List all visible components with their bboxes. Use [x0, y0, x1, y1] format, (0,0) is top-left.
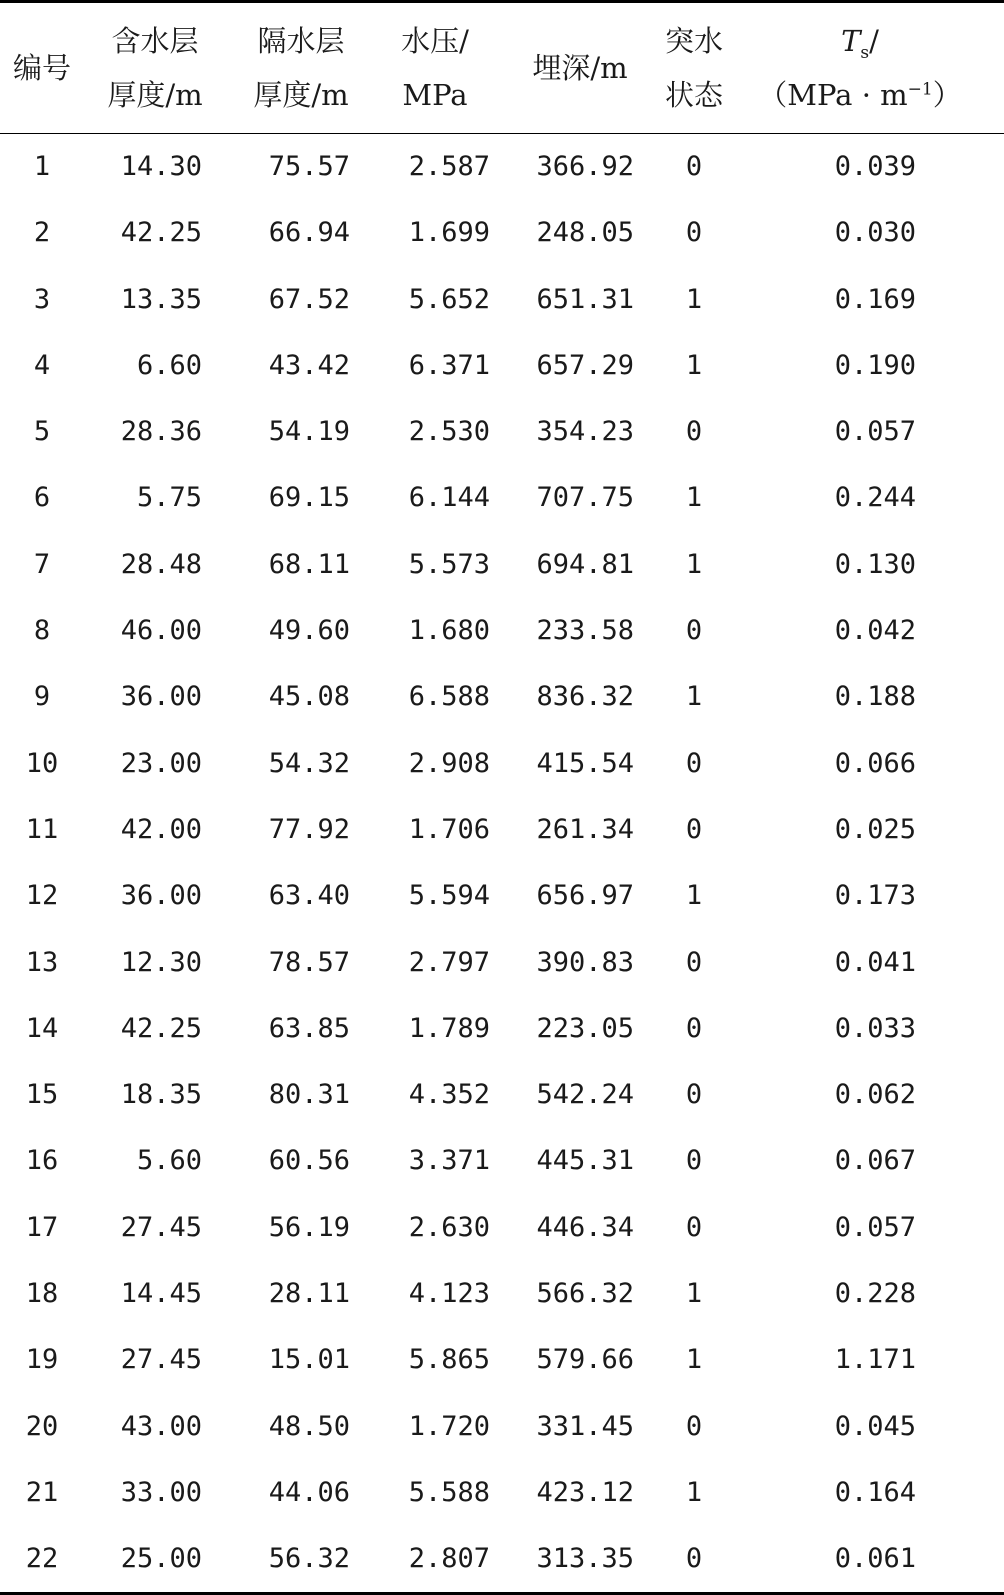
cell-aquiclude: 56.19 [268, 1211, 350, 1243]
cell-aquifer: 14.30 [120, 151, 202, 182]
cell-ts: 0.169 [834, 283, 916, 315]
cell-pressure: 6.588 [408, 681, 490, 713]
cell-pressure: 4.123 [408, 1278, 490, 1310]
cell-aquiclude: 49.60 [268, 615, 350, 647]
cell-depth: 390.83 [536, 946, 634, 978]
cell-aquifer: 42.25 [120, 1012, 202, 1044]
cell-pressure: 6.144 [408, 482, 490, 514]
table-row [0, 1327, 1004, 1393]
cell-pressure: 1.706 [408, 813, 490, 845]
cell-pressure: 2.807 [408, 1543, 490, 1575]
cell-aquiclude: 43.42 [268, 349, 350, 381]
table-row [0, 532, 1004, 598]
cell-ts: 0.057 [834, 416, 916, 448]
cell-aquiclude: 63.40 [268, 880, 350, 912]
cell-ts: 1.171 [834, 1344, 916, 1376]
cell-ts: 0.033 [834, 1012, 916, 1044]
header-aquifer-thickness [90, 3, 220, 133]
cell-pressure: 5.588 [408, 1476, 490, 1508]
cell-ts: 0.062 [834, 1079, 916, 1111]
cell-ts: 0.228 [834, 1278, 916, 1310]
cell-depth: 423.12 [536, 1476, 634, 1508]
table-row [0, 1195, 1004, 1261]
cell-aquiclude: 77.92 [268, 813, 350, 845]
cell-aquiclude: 80.31 [268, 1079, 350, 1111]
table-body [0, 134, 1004, 1593]
header-ts-symbol: T [841, 24, 861, 58]
cell-pressure: 1.789 [408, 1012, 490, 1044]
cell-depth: 542.24 [536, 1079, 634, 1111]
cell-aquifer: 28.48 [120, 548, 202, 580]
cell-aquiclude: 44.06 [268, 1476, 350, 1508]
cell-aquiclude: 15.01 [268, 1344, 350, 1376]
cell-aquifer: 43.00 [120, 1410, 202, 1442]
table-row [0, 1128, 1004, 1194]
header-inrush-status [650, 3, 738, 133]
cell-inrush: 0 [685, 217, 703, 249]
cell-inrush: 0 [685, 1543, 703, 1575]
header-id-label: 编号 [12, 51, 71, 85]
header-water-pressure [380, 3, 490, 133]
cell-ts: 0.188 [834, 681, 916, 713]
cell-ts: 0.130 [834, 548, 916, 580]
table-row [0, 333, 1004, 399]
table-row [0, 1460, 1004, 1526]
cell-ts: 0.244 [834, 482, 916, 514]
cell-aquifer: 12.30 [120, 946, 202, 978]
table-row [0, 664, 1004, 730]
cell-aquiclude: 45.08 [268, 681, 350, 713]
header-pressure-line1: 水压/ [401, 24, 469, 58]
header-aquiclude-line1: 隔水层 [257, 24, 345, 58]
cell-pressure: 2.630 [408, 1211, 490, 1243]
cell-inrush: 0 [685, 416, 703, 448]
cell-id: 2 [33, 217, 51, 249]
cell-depth: 579.66 [536, 1344, 634, 1376]
cell-aquiclude: 54.32 [268, 747, 350, 779]
cell-id: 3 [33, 283, 51, 315]
cell-id: 7 [33, 548, 51, 580]
cell-depth: 366.92 [536, 151, 634, 182]
header-aquiclude-line2: 厚度/m [253, 78, 349, 112]
cell-aquifer: 23.00 [120, 747, 202, 779]
header-burial-depth [510, 3, 650, 133]
cell-aquifer: 6.60 [136, 349, 202, 381]
cell-aquifer: 13.35 [120, 283, 202, 315]
cell-inrush: 0 [685, 813, 703, 845]
cell-aquiclude: 78.57 [268, 946, 350, 978]
header-depth-label: 埋深/m [532, 51, 628, 85]
cell-id: 15 [25, 1079, 59, 1111]
cell-inrush: 1 [685, 349, 703, 381]
cell-ts: 0.042 [834, 615, 916, 647]
cell-aquifer: 33.00 [120, 1476, 202, 1508]
cell-depth: 657.29 [536, 349, 634, 381]
header-ts-unit-exp: −1 [907, 79, 933, 100]
cell-depth: 354.23 [536, 416, 634, 448]
cell-ts: 0.057 [834, 1211, 916, 1243]
cell-ts: 0.067 [834, 1145, 916, 1177]
cell-inrush: 0 [685, 946, 703, 978]
cell-ts: 0.164 [834, 1476, 916, 1508]
cell-depth: 656.97 [536, 880, 634, 912]
cell-depth: 261.34 [536, 813, 634, 845]
cell-depth: 331.45 [536, 1410, 634, 1442]
header-id [0, 3, 84, 133]
table-row [0, 465, 1004, 531]
header-ts-subscript: s [860, 42, 870, 63]
cell-aquifer: 18.35 [120, 1079, 202, 1111]
cell-id: 13 [25, 946, 59, 978]
cell-inrush: 1 [685, 1344, 703, 1376]
cell-id: 9 [33, 681, 51, 713]
cell-inrush: 0 [685, 1211, 703, 1243]
cell-pressure: 5.652 [408, 283, 490, 315]
cell-ts: 0.045 [834, 1410, 916, 1442]
cell-aquiclude: 67.52 [268, 283, 350, 315]
header-ts-line1 [841, 14, 879, 68]
cell-inrush: 0 [685, 151, 703, 182]
cell-aquiclude: 54.19 [268, 416, 350, 448]
table-row [0, 1062, 1004, 1128]
cell-inrush: 0 [685, 1145, 703, 1177]
cell-depth: 836.32 [536, 681, 634, 713]
cell-depth: 233.58 [536, 615, 634, 647]
header-aquifer-line2: 厚度/m [107, 78, 203, 112]
cell-pressure: 2.797 [408, 946, 490, 978]
table-row [0, 267, 1004, 333]
cell-inrush: 0 [685, 1410, 703, 1442]
cell-pressure: 2.908 [408, 747, 490, 779]
cell-aquiclude: 66.94 [268, 217, 350, 249]
cell-aquiclude: 48.50 [268, 1410, 350, 1442]
cell-depth: 248.05 [536, 217, 634, 249]
cell-aquiclude: 75.57 [268, 151, 350, 182]
cell-id: 10 [25, 747, 59, 779]
cell-aquiclude: 68.11 [268, 548, 350, 580]
cell-aquiclude: 28.11 [268, 1278, 350, 1310]
cell-depth: 415.54 [536, 747, 634, 779]
table-row [0, 399, 1004, 465]
cell-id: 8 [33, 615, 51, 647]
cell-aquifer: 25.00 [120, 1543, 202, 1575]
cell-inrush: 1 [685, 482, 703, 514]
cell-aquiclude: 60.56 [268, 1145, 350, 1177]
cell-pressure: 2.530 [408, 416, 490, 448]
cell-depth: 223.05 [536, 1012, 634, 1044]
cell-aquifer: 36.00 [120, 681, 202, 713]
cell-inrush: 1 [685, 1476, 703, 1508]
cell-pressure: 6.371 [408, 349, 490, 381]
cell-inrush: 1 [685, 283, 703, 315]
cell-id: 21 [25, 1476, 59, 1508]
table-row [0, 1261, 1004, 1327]
table-row [0, 134, 1004, 200]
cell-aquiclude: 63.85 [268, 1012, 350, 1044]
table-row [0, 930, 1004, 996]
cell-id: 11 [25, 813, 59, 845]
cell-pressure: 1.680 [408, 615, 490, 647]
cell-id: 22 [25, 1543, 59, 1575]
cell-id: 16 [25, 1145, 59, 1177]
header-inrush-line1: 突水 [664, 24, 723, 58]
cell-inrush: 0 [685, 747, 703, 779]
table-row [0, 598, 1004, 664]
cell-id: 17 [25, 1211, 59, 1243]
cell-ts: 0.173 [834, 880, 916, 912]
cell-depth: 694.81 [536, 548, 634, 580]
cell-aquifer: 46.00 [120, 615, 202, 647]
header-ts-unit-open: （MPa · m [758, 78, 908, 112]
cell-pressure: 4.352 [408, 1079, 490, 1111]
table-row [0, 731, 1004, 797]
cell-aquiclude: 56.32 [268, 1543, 350, 1575]
cell-inrush: 1 [685, 880, 703, 912]
cell-aquiclude: 69.15 [268, 482, 350, 514]
header-pressure-line2: MPa [402, 78, 468, 112]
cell-id: 6 [33, 482, 51, 514]
cell-inrush: 1 [685, 548, 703, 580]
cell-aquifer: 5.75 [136, 482, 202, 514]
cell-pressure: 5.573 [408, 548, 490, 580]
header-ts [760, 3, 960, 133]
cell-aquifer: 5.60 [136, 1145, 202, 1177]
cell-inrush: 0 [685, 615, 703, 647]
header-ts-slash: / [869, 24, 879, 58]
table-row [0, 1526, 1004, 1592]
cell-aquifer: 27.45 [120, 1211, 202, 1243]
cell-ts: 0.041 [834, 946, 916, 978]
cell-aquifer: 14.45 [120, 1278, 202, 1310]
cell-ts: 0.066 [834, 747, 916, 779]
table-row [0, 996, 1004, 1062]
cell-aquifer: 27.45 [120, 1344, 202, 1376]
cell-pressure: 2.587 [408, 151, 490, 182]
table-row [0, 863, 1004, 929]
cell-id: 12 [25, 880, 59, 912]
cell-depth: 313.35 [536, 1543, 634, 1575]
header-ts-unit [758, 68, 961, 122]
cell-id: 18 [25, 1278, 59, 1310]
cell-inrush: 1 [685, 681, 703, 713]
header-aquifer-line1: 含水层 [111, 24, 199, 58]
cell-depth: 651.31 [536, 283, 634, 315]
header-inrush-line2: 状态 [664, 78, 723, 112]
header-aquiclude-thickness [236, 3, 366, 133]
cell-aquifer: 36.00 [120, 880, 202, 912]
cell-id: 20 [25, 1410, 59, 1442]
cell-id: 4 [33, 349, 51, 381]
cell-aquifer: 42.00 [120, 813, 202, 845]
cell-id: 1 [33, 151, 51, 182]
cell-aquifer: 42.25 [120, 217, 202, 249]
cell-pressure: 5.865 [408, 1344, 490, 1376]
cell-inrush: 1 [685, 1278, 703, 1310]
cell-inrush: 0 [685, 1079, 703, 1111]
cell-ts: 0.039 [834, 151, 916, 182]
cell-depth: 566.32 [536, 1278, 634, 1310]
cell-aquifer: 28.36 [120, 416, 202, 448]
cell-ts: 0.030 [834, 217, 916, 249]
cell-id: 14 [25, 1012, 59, 1044]
cell-depth: 707.75 [536, 482, 634, 514]
table-row [0, 1394, 1004, 1460]
cell-ts: 0.061 [834, 1543, 916, 1575]
table-row [0, 797, 1004, 863]
cell-inrush: 0 [685, 1012, 703, 1044]
header-ts-unit-close: ） [932, 78, 962, 112]
cell-ts: 0.190 [834, 349, 916, 381]
cell-depth: 445.31 [536, 1145, 634, 1177]
cell-pressure: 5.594 [408, 880, 490, 912]
cell-ts: 0.025 [834, 813, 916, 845]
cell-pressure: 3.371 [408, 1145, 490, 1177]
cell-id: 5 [33, 416, 51, 448]
table-row [0, 200, 1004, 266]
cell-pressure: 1.720 [408, 1410, 490, 1442]
cell-depth: 446.34 [536, 1211, 634, 1243]
cell-pressure: 1.699 [408, 217, 490, 249]
cell-id: 19 [25, 1344, 59, 1376]
